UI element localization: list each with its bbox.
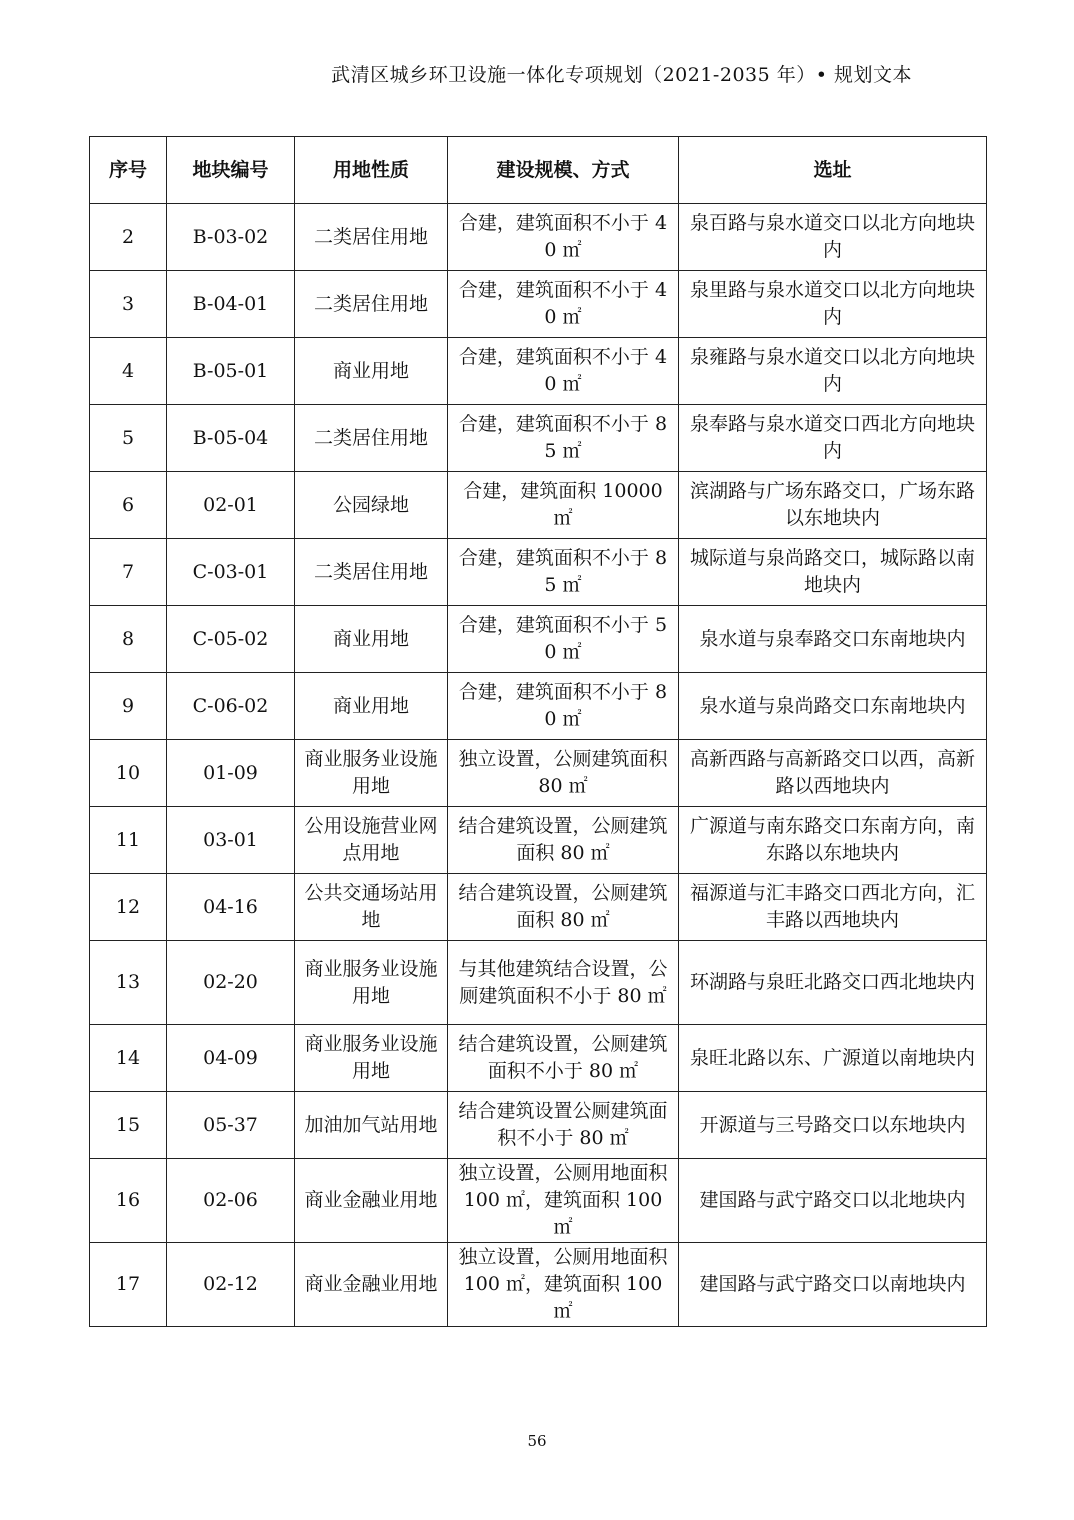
cell-plot-code: 02-01 xyxy=(167,472,295,539)
cell-scale: 结合建筑设置，公厕建筑面积 80 ㎡ xyxy=(448,874,679,941)
cell-land-use: 商业金融业用地 xyxy=(295,1243,448,1327)
cell-scale: 与其他建筑结合设置，公厕建筑面积不小于 80 ㎡ xyxy=(448,941,679,1025)
header-scale: 建设规模、方式 xyxy=(448,137,679,204)
table-row xyxy=(90,941,987,1025)
cell-site: 泉水道与泉奉路交口东南地块内 xyxy=(679,606,987,673)
cell-plot-code: B-05-01 xyxy=(167,338,295,405)
cell-serial: 9 xyxy=(90,673,167,740)
cell-serial: 11 xyxy=(90,807,167,874)
cell-site: 泉水道与泉尚路交口东南地块内 xyxy=(679,673,987,740)
cell-site: 建国路与武宁路交口以北地块内 xyxy=(679,1159,987,1243)
cell-serial: 14 xyxy=(90,1025,167,1092)
cell-scale: 合建，建筑面积不小于 40 ㎡ xyxy=(448,204,679,271)
table-row xyxy=(90,539,987,606)
table-row xyxy=(90,472,987,539)
cell-serial: 12 xyxy=(90,874,167,941)
table-row xyxy=(90,1243,987,1327)
cell-scale: 独立设置，公厕建筑面积 80 ㎡ xyxy=(448,740,679,807)
cell-scale: 合建，建筑面积不小于 85 ㎡ xyxy=(448,539,679,606)
cell-site: 广源道与南东路交口东南方向，南东路以东地块内 xyxy=(679,807,987,874)
table-header-row xyxy=(90,137,987,204)
cell-serial: 2 xyxy=(90,204,167,271)
header-serial: 序号 xyxy=(90,137,167,204)
cell-scale: 结合建筑设置，公厕建筑面积 80 ㎡ xyxy=(448,807,679,874)
cell-land-use: 二类居住用地 xyxy=(295,539,448,606)
cell-land-use: 商业服务业设施用地 xyxy=(295,740,448,807)
cell-land-use: 公用设施营业网点用地 xyxy=(295,807,448,874)
cell-site: 泉百路与泉水道交口以北方向地块内 xyxy=(679,204,987,271)
cell-serial: 10 xyxy=(90,740,167,807)
cell-plot-code: C-06-02 xyxy=(167,673,295,740)
cell-plot-code: 03-01 xyxy=(167,807,295,874)
cell-land-use: 商业服务业设施用地 xyxy=(295,1025,448,1092)
header-site: 选址 xyxy=(679,137,987,204)
header-plot-code: 地块编号 xyxy=(167,137,295,204)
table-row xyxy=(90,1025,987,1092)
cell-serial: 6 xyxy=(90,472,167,539)
cell-scale: 合建，建筑面积不小于 40 ㎡ xyxy=(448,271,679,338)
table-row xyxy=(90,1092,987,1159)
cell-scale: 合建，建筑面积不小于 50 ㎡ xyxy=(448,606,679,673)
cell-scale: 合建，建筑面积不小于 80 ㎡ xyxy=(448,673,679,740)
table-row xyxy=(90,874,987,941)
header-land-use: 用地性质 xyxy=(295,137,448,204)
cell-plot-code: 02-12 xyxy=(167,1243,295,1327)
cell-plot-code: C-03-01 xyxy=(167,539,295,606)
cell-plot-code: 05-37 xyxy=(167,1092,295,1159)
cell-scale: 独立设置，公厕用地面积 100 ㎡，建筑面积 100 ㎡ xyxy=(448,1243,679,1327)
cell-plot-code: 04-09 xyxy=(167,1025,295,1092)
cell-scale: 合建，建筑面积 10000 ㎡ xyxy=(448,472,679,539)
cell-land-use: 公园绿地 xyxy=(295,472,448,539)
cell-scale: 结合建筑设置公厕建筑面积不小于 80 ㎡ xyxy=(448,1092,679,1159)
cell-serial: 16 xyxy=(90,1159,167,1243)
table-row xyxy=(90,338,987,405)
cell-site: 滨湖路与广场东路交口，广场东路以东地块内 xyxy=(679,472,987,539)
cell-site: 环湖路与泉旺北路交口西北地块内 xyxy=(679,941,987,1025)
cell-site: 泉里路与泉水道交口以北方向地块内 xyxy=(679,271,987,338)
cell-site: 泉雍路与泉水道交口以北方向地块内 xyxy=(679,338,987,405)
cell-land-use: 加油加气站用地 xyxy=(295,1092,448,1159)
cell-plot-code: 01-09 xyxy=(167,740,295,807)
cell-land-use: 商业金融业用地 xyxy=(295,1159,448,1243)
table-row xyxy=(90,271,987,338)
cell-serial: 13 xyxy=(90,941,167,1025)
cell-scale: 合建，建筑面积不小于 85 ㎡ xyxy=(448,405,679,472)
cell-site: 泉旺北路以东、广源道以南地块内 xyxy=(679,1025,987,1092)
cell-serial: 17 xyxy=(90,1243,167,1327)
cell-site: 城际道与泉尚路交口，城际路以南地块内 xyxy=(679,539,987,606)
table-row xyxy=(90,204,987,271)
cell-site: 建国路与武宁路交口以南地块内 xyxy=(679,1243,987,1327)
cell-serial: 7 xyxy=(90,539,167,606)
cell-land-use: 公共交通场站用地 xyxy=(295,874,448,941)
cell-land-use: 商业用地 xyxy=(295,673,448,740)
cell-site: 高新西路与高新路交口以西，高新路以西地块内 xyxy=(679,740,987,807)
table-row xyxy=(90,1159,987,1243)
table-row xyxy=(90,807,987,874)
cell-plot-code: B-03-02 xyxy=(167,204,295,271)
cell-plot-code: 02-20 xyxy=(167,941,295,1025)
cell-serial: 15 xyxy=(90,1092,167,1159)
cell-land-use: 商业用地 xyxy=(295,606,448,673)
cell-land-use: 二类居住用地 xyxy=(295,204,448,271)
cell-land-use: 商业用地 xyxy=(295,338,448,405)
page-number: 56 xyxy=(527,1432,547,1450)
cell-plot-code: 04-16 xyxy=(167,874,295,941)
table-row xyxy=(90,405,987,472)
running-header: 武清区城乡环卫设施一体化专项规划（2021-2035 年）• 规划文本 xyxy=(331,64,912,86)
cell-land-use: 二类居住用地 xyxy=(295,271,448,338)
cell-plot-code: 02-06 xyxy=(167,1159,295,1243)
table-row xyxy=(90,740,987,807)
table-row xyxy=(90,673,987,740)
cell-site: 开源道与三号路交口以东地块内 xyxy=(679,1092,987,1159)
cell-serial: 8 xyxy=(90,606,167,673)
cell-scale: 独立设置，公厕用地面积 100 ㎡，建筑面积 100 ㎡ xyxy=(448,1159,679,1243)
cell-site: 福源道与汇丰路交口西北方向，汇丰路以西地块内 xyxy=(679,874,987,941)
cell-scale: 合建，建筑面积不小于 40 ㎡ xyxy=(448,338,679,405)
cell-plot-code: B-05-04 xyxy=(167,405,295,472)
cell-scale: 结合建筑设置，公厕建筑面积不小于 80 ㎡ xyxy=(448,1025,679,1092)
table-row xyxy=(90,606,987,673)
cell-serial: 5 xyxy=(90,405,167,472)
cell-serial: 4 xyxy=(90,338,167,405)
cell-site: 泉奉路与泉水道交口西北方向地块内 xyxy=(679,405,987,472)
cell-land-use: 商业服务业设施用地 xyxy=(295,941,448,1025)
cell-plot-code: C-05-02 xyxy=(167,606,295,673)
facility-table xyxy=(89,136,987,1327)
cell-serial: 3 xyxy=(90,271,167,338)
cell-land-use: 二类居住用地 xyxy=(295,405,448,472)
cell-plot-code: B-04-01 xyxy=(167,271,295,338)
